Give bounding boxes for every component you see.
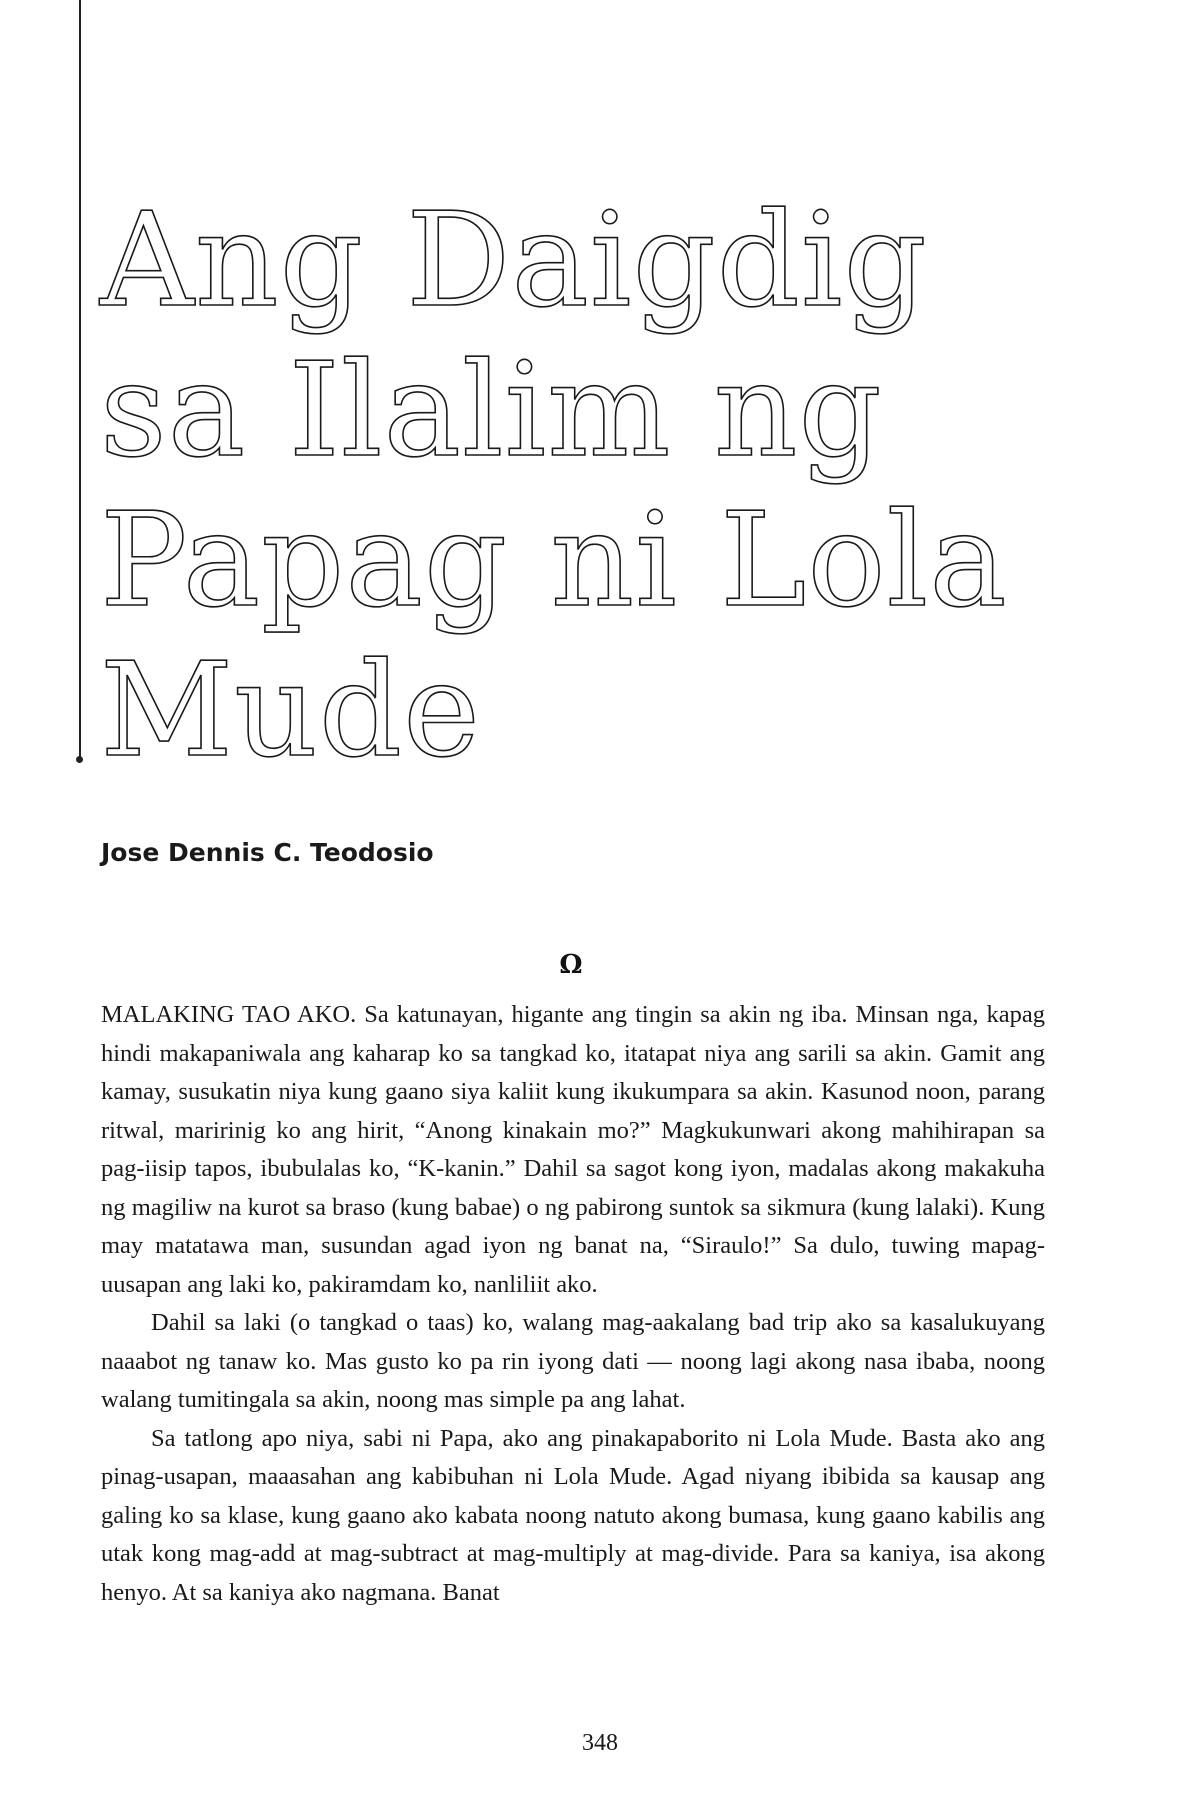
paragraph: MALAKING TAO AKO. Sa katunayan, higante ang tingin sa akin ng iba. Minsan nga, kapag hindi makapaniwala ang kaharap ko sa tangkad ko, itatapat niya ang sarili sa akin. Gamit ang kamay, susukatin niya kung gaano siya kaliit kung ikukumpara sa akin. Kasunod noon, parang ritwal, maririnig ko ang hirit, “Anong kinakain mo?” Magkukunwari akong mahihirapan sa pag-iisip tapos, ibubulalas ko, “K-kanin.” Dahil sa sagot kong iyon, madalas akong makakuha ng magiliw na kurot sa braso (kung babae) o ng pabirong suntok sa sikmura (kung lalaki). Kung may matatawa man, susundan agad iyon ng banat na, “Siraulo!” Sa dulo, tuwing mapag-uusapan ang laki ko, pakiramdam ko, nanliliit ako. bbox=[101, 1001, 1045, 1298]
margin-rule bbox=[79, 0, 81, 760]
chapter-title bbox=[100, 185, 1100, 785]
chapter-title-line: Mude bbox=[100, 634, 481, 786]
page-number: 348 bbox=[582, 1730, 618, 1756]
paragraph: Sa tatlong apo niya, sabi ni Papa, ako ang pinakapaborito ni Lola Mude. Basta ako ang pinag-usapan, maaasahan ang kabibuhan ni Lola Mude. Agad niyang ibibida sa kausap ang galing ko sa klase, kung gaano ako kabata noong natuto akong bumasa, kung gaano kabilis ang utak kong mag-add at mag-subtract at mag-multiply at mag-divide. Para sa kaniya, isa akong henyo. At sa kaniya ako nagmana. Banat bbox=[101, 1424, 1045, 1606]
chapter-title-line: Papag ni Lola bbox=[100, 484, 1008, 636]
section-ornament-icon: Ω bbox=[559, 950, 583, 980]
margin-rule-end-dot bbox=[76, 756, 83, 763]
body-text bbox=[101, 996, 1045, 1612]
chapter-title-line: Ang Daigdig bbox=[100, 184, 928, 336]
paragraph: Dahil sa laki (o tangkad o taas) ko, walang mag-aakalang bad trip ako sa kasalukuyang naaabot ng tanaw ko. Mas gusto ko pa rin iyong dati — noong lagi akong nasa ibaba, noong walang tumitingala sa akin, noong mas simple pa ang lahat. bbox=[101, 1309, 1045, 1413]
chapter-title-line: sa Ilalim ng bbox=[100, 334, 883, 486]
author-name: Jose Dennis C. Teodosio bbox=[101, 838, 434, 867]
